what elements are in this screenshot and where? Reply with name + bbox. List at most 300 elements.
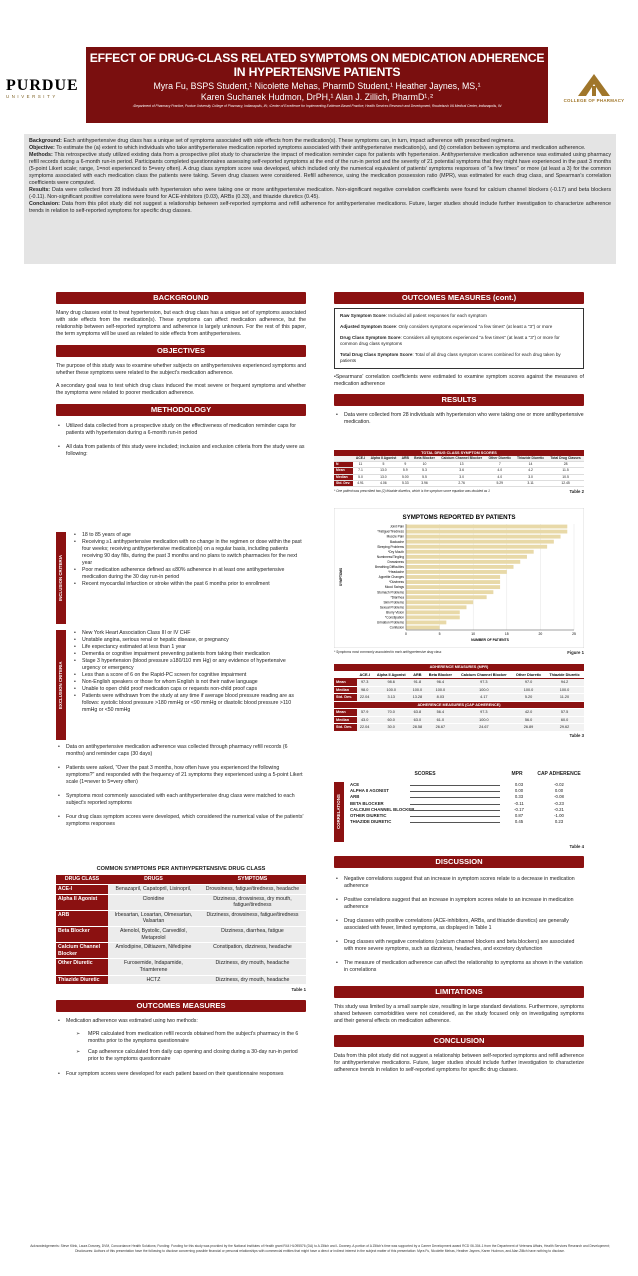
- table-cell: 70.0: [373, 709, 410, 717]
- leader-line: [410, 794, 500, 798]
- conclusion-heading: CONCLUSION: [334, 1035, 584, 1047]
- table-cell: 11.5: [547, 468, 584, 474]
- outcomes-subitem-text: MPR calculated from medication refill records obtained from the subject's pharmacy in the 6 months prior to the symptoms questionnaire: [88, 1031, 299, 1044]
- table-cell: 56.4: [425, 709, 456, 717]
- chart-bar: [406, 535, 561, 539]
- raw-score-label: Raw Symptom Score: [340, 313, 386, 318]
- table-cell: 100.0: [456, 716, 512, 724]
- table-cell: 60.0: [373, 716, 410, 724]
- chart-bar: [406, 595, 487, 599]
- table-header-cell: ARB: [399, 456, 411, 462]
- outcomes-bullet: • Medication adherence was estimated using two methods:: [56, 1018, 306, 1025]
- background-heading: BACKGROUND: [56, 292, 306, 304]
- symptoms-cell: Constipation, dizziness, headache: [199, 943, 306, 959]
- figure-1-footer: [334, 650, 584, 656]
- correlation-cap: 0.00: [554, 788, 564, 794]
- table-header-cell: Other Diuretic: [486, 456, 514, 462]
- table-cell: 94.2: [545, 679, 584, 687]
- limitations-text: This study was limited by a small sample size, resulting in large standard deviations. Furthermore, symptoms shared between comorbidities were not considered, as the study focused only on investigating symptoms and their general effects on medication adherence.: [334, 1004, 584, 1024]
- arrow-icon: ➢: [76, 1031, 81, 1037]
- chart-bar: [406, 565, 514, 569]
- total-score-label: Total Drug Class Symptom Score: [340, 352, 413, 357]
- drug-table-body: [56, 884, 306, 984]
- results-heading: RESULTS: [334, 394, 584, 406]
- chart-bar: [406, 585, 500, 589]
- methodology-bullet: • All data from patients of this study were included; inclusion and exclusion criteria from the study were as following:: [56, 444, 306, 458]
- methodology-bullet: • Data on antihypertensive medication adherence was collected through pharmacy refill records (6 months) and reminder caps (30 days): [56, 744, 306, 758]
- chart-x-tick-label: 15: [504, 632, 509, 636]
- table-cell: 63.8: [410, 709, 425, 717]
- chart-category-label: *Dry Mouth: [388, 549, 404, 554]
- drug-class-cell: Other Diuretic: [56, 959, 108, 975]
- correlations-label: CORRELATIONS: [334, 782, 344, 842]
- table-cell: Median: [334, 716, 357, 724]
- table-3-label: Table 3: [569, 732, 584, 738]
- table-1-label: Table 1: [291, 987, 306, 993]
- correlation-score-name: OTHER DIURETIC: [350, 813, 387, 819]
- correlation-mpr: -0.11: [514, 800, 524, 806]
- table-cell: 5.5: [411, 474, 437, 480]
- table-cell: 4.91: [353, 480, 367, 486]
- drug-class-table: [56, 875, 306, 985]
- chart-bar: [406, 615, 460, 619]
- leader-line: [410, 819, 500, 823]
- table-header-cell: Other Diuretic: [512, 671, 545, 679]
- correlation-cap: -0.21: [554, 806, 564, 812]
- table-cell: 5.3: [411, 468, 437, 474]
- table-caption-row: [334, 701, 584, 709]
- chart-bar: [406, 550, 534, 554]
- chart-bar: [406, 540, 554, 544]
- table-header-cell: Total Drug Classes: [547, 456, 584, 462]
- inclusion-criteria-label: INCLUSION CRITERIA: [56, 532, 66, 624]
- abstract-objective-label: Objective:: [29, 145, 55, 151]
- table-cell: 4.0: [486, 468, 514, 474]
- table-row: [334, 694, 584, 702]
- discussion-list: [334, 876, 584, 974]
- symptom-score-table: [334, 456, 584, 487]
- correlation-row: [350, 819, 584, 825]
- drug-class-score-label: Drug Class Symptom Score: [340, 335, 401, 340]
- table-cell: 3.13: [373, 694, 410, 702]
- table-header-cell: Beta Blocker: [411, 456, 437, 462]
- abstract-background: [29, 138, 611, 145]
- table-cell: 3.96: [411, 480, 437, 486]
- chart-category-label: Appetite Changes: [378, 575, 404, 580]
- figure-1-note: * Symptoms most commonly associated to each antihypertensive drug class: [334, 649, 442, 654]
- table-1: [56, 866, 306, 993]
- table-cell: 12.45: [547, 480, 584, 486]
- table-cell: 4.06: [368, 480, 400, 486]
- table-cell: 2.76: [438, 480, 486, 486]
- exclusion-item: • Patients were withdrawn from the study at any time if average blood pressure reading are as follows: systolic blood pressure >180 mmHg or <90 mmHg or diastolic blood pressure >110 mmHg or <50 mmHg: [72, 693, 304, 714]
- table-header-cell: DRUGS: [108, 875, 199, 884]
- table-cell: 8.03: [425, 694, 456, 702]
- table-4-label: Table 4: [569, 844, 584, 850]
- table-header-cell: Alpha II Agonist: [373, 671, 410, 679]
- symptom-score-body: [334, 462, 584, 487]
- discussion-item: • Drug classes with negative correlations (calcium channel blockers and beta blockers) are associated with more severe symptoms, such as dizziness, headaches, and excretory dysfunction: [334, 939, 584, 953]
- table-2-footer: [334, 489, 584, 495]
- table-cell: 5.9: [399, 468, 411, 474]
- table-cell: 30.0: [373, 724, 410, 732]
- table-cell: 5.33: [399, 480, 411, 486]
- correlation-mpr: 0.45: [514, 819, 524, 825]
- chart-bar: [406, 580, 500, 584]
- table-cell: 13.0: [368, 474, 400, 480]
- pharmacy-mark-icon: [574, 72, 614, 98]
- table-2: [334, 450, 584, 495]
- score-definitions-box: [334, 308, 584, 369]
- chart-x-tick-label: 25: [572, 632, 576, 636]
- objectives-heading: OBJECTIVES: [56, 345, 306, 357]
- poster-title: EFFECT OF DRUG-CLASS RELATED SYMPTOMS ON MEDICATION ADHERENCE IN HYPERTENSIVE PATIENTS: [89, 51, 545, 79]
- correlation-mpr: 0.33: [514, 794, 524, 800]
- drugs-cell: Furosemide, Indapamide, Triamterene: [108, 959, 199, 975]
- college-of-pharmacy-logo: [563, 72, 625, 106]
- table-cell: 22.04: [357, 724, 373, 732]
- outcomes-subitem-text: Cap adherence calculated from daily cap opening and closing during a 30-day run-in period prior to the symptoms questionnaire: [88, 1049, 298, 1062]
- table-cell: 24.67: [456, 724, 512, 732]
- adherence-body: [334, 664, 584, 731]
- adjusted-score-def: [340, 324, 578, 330]
- table-cell: 100.0: [410, 686, 425, 694]
- table-row: [56, 884, 306, 894]
- table-cell: 13.0: [368, 468, 400, 474]
- exclusion-item: • Unstable angina, serious renal or hepatic disease, or pregnancy: [72, 637, 304, 644]
- table-row: [334, 716, 584, 724]
- methodology-list: [56, 744, 306, 828]
- chart-category-label: Sexual Problems: [379, 605, 404, 610]
- table-cell: 98.0: [357, 686, 373, 694]
- outcomes-bullet: • Four symptom scores were developed for each patient based on their questionnaire responses: [56, 1071, 306, 1078]
- figure-1-label: Figure 1: [567, 649, 584, 655]
- table-cell: 96.4: [425, 679, 456, 687]
- inclusion-item: • 18 to 85 years of age: [72, 532, 304, 539]
- symptoms-cell: Dizziness, dry mouth, headache: [199, 975, 306, 985]
- table-header-cell: Thiazide Diuretic: [514, 456, 547, 462]
- outcomes-subitem: [76, 1049, 306, 1063]
- chart-category-label: Backache: [390, 539, 404, 544]
- exclusion-item: • Stage 3 hypertension (blood pressure ≥180/110 mm Hg) or any evidence of hypertensive urgency or emergency: [72, 658, 304, 672]
- table-row: [56, 975, 306, 985]
- abstract-conclusion-label: Conclusion:: [29, 201, 60, 207]
- table-cell: 100.0: [456, 686, 512, 694]
- table-cell: 28.58: [410, 724, 425, 732]
- results-list: [334, 412, 584, 426]
- correlation-mpr: -0.17: [514, 806, 524, 812]
- inclusion-item: • Recent myocardial infarction or stroke within the past 6 months prior to enrollment: [72, 581, 304, 588]
- discussion-heading: DISCUSSION: [334, 856, 584, 868]
- correlation-score-name: ARB: [350, 794, 360, 800]
- table-cell: 5.29: [486, 480, 514, 486]
- abstract-conclusion: [29, 201, 611, 215]
- chart-category-label: Confusion: [389, 625, 404, 630]
- chart-bar: [406, 525, 567, 529]
- college-logo-text: COLLEGE OF PHARMACY: [563, 98, 625, 103]
- adjusted-score-text: : Only considers symptoms experienced "a few times" (at least a "3") or more: [395, 324, 553, 329]
- arrow-icon: ➢: [76, 1049, 81, 1055]
- leader-line: [410, 788, 500, 792]
- right-column: [334, 292, 584, 426]
- drugs-cell: Benazapril, Capatopril, Lisinopril,: [108, 884, 199, 894]
- table-cell: 14: [514, 462, 547, 468]
- table-cell: Mean: [334, 468, 353, 474]
- table-cell: 10: [411, 462, 437, 468]
- chart-bar: [406, 605, 466, 609]
- table-header-cell: SYMPTOMS: [199, 875, 306, 884]
- table-header-cell: DRUG CLASS: [56, 875, 108, 884]
- table-cell: 60.0: [545, 716, 584, 724]
- abstract-objective-text: To estimate the (a) extent to which individuals who take antihypertensive medication reported symptoms associated with their antihypertensive medication(s), and (b) correlation between symptoms and medication adherence.: [54, 145, 586, 151]
- abstract-background-text: Each antihypertensive drug class has a unique set of symptoms associated with side effects from the medication(s). These symptoms can, in turn, impact adherence with prescribed regimens.: [61, 138, 515, 144]
- outcomes-list: [56, 1018, 306, 1025]
- chart-category-label: Stomach Problems: [377, 590, 404, 595]
- table-4: [334, 770, 584, 850]
- methodology-heading: METHODOLOGY: [56, 404, 306, 416]
- table-cell: 100.0: [512, 686, 545, 694]
- abstract-results-label: Results:: [29, 187, 51, 193]
- table-header-cell: Calcium Channel Blocker: [438, 456, 486, 462]
- acknowledgements-footer: Acknowledgements: Steve Klink, Laura Downey, DVM, Concordance Health Solutions; Funding: Funding for this study was provided by the National Institutes of Health grant R44 HL095576 (DA) to A Zillich and L Downey. A portion of A Zillich's time was supported by a Career Development award RCD 06-304-1 from the Department of Veterans Affairs, Health Services Research and Development; Disclosures: Authors of this presentation have the following to disclose concerning possible financial or personal relationships with commercial entities that might have a direct or indirect interest in the subject matter of this presentation: Myra Fu, Nicolette Mehas, Heather Jaynes, Karen Hudmon, and Alan Zillich have nothing to disclose.: [30, 1244, 610, 1253]
- discussion-item: • The measure of medication adherence can affect the relationship to symptoms as shown in the variation in correlations: [334, 960, 584, 974]
- abstract-box: [24, 134, 616, 264]
- methodology-bullet: • Utilized data collected from a prospective study on the effectiveness of medication reminder caps for patients with hypertension during a 6-month run-in period: [56, 423, 306, 437]
- table-header-cell: ACE-I: [353, 456, 367, 462]
- table-2-label: Table 2: [569, 489, 584, 495]
- chart-category-label: Sleeping Problems: [377, 544, 404, 549]
- drug-class-cell: Alpha II Agonist: [56, 894, 108, 910]
- correlation-cap: -0.08: [554, 794, 564, 800]
- table-cell: 22.04: [357, 694, 373, 702]
- discussion-item: • Negative correlations suggest that an increase in symptom scores relate to a decrease in medication adherence: [334, 876, 584, 890]
- symptoms-bar-chart: [334, 508, 584, 648]
- table-cell: 3.0: [438, 474, 486, 480]
- total-score-def: [340, 352, 578, 364]
- correlation-mpr: 0.00: [514, 788, 524, 794]
- discussion-item: • Positive correlations suggest that an increase in symptom scores relate to an increase in medication adherence: [334, 897, 584, 911]
- correlation-cap: -1.00: [554, 813, 564, 819]
- adherence-table: [334, 664, 584, 732]
- abstract-background-label: Background:: [29, 138, 62, 144]
- table-cell: 97.3: [357, 679, 373, 687]
- table-header-cell: Calcium Channel Blocker: [456, 671, 512, 679]
- leader-line: [410, 782, 500, 786]
- abstract-methods: [29, 152, 611, 187]
- correlation-score-name: ALPHA II AGONIST: [350, 788, 389, 794]
- table-cell: 3.6: [438, 468, 486, 474]
- drug-class-score-text: : Considers all symptoms experienced "a few times" (at least a "3") or more for common drug class symptoms: [340, 335, 560, 346]
- drugs-cell: Irbesartan, Losartan, Olmesartan, Valsartan: [108, 910, 199, 926]
- table-header-cell: ARB: [410, 671, 425, 679]
- table-caption: ADHERENCE MEASURES (MPR): [334, 664, 584, 671]
- table-cell: 11: [353, 462, 367, 468]
- purdue-logo: [6, 78, 82, 100]
- table-cell: Median: [334, 686, 357, 694]
- table-row: [56, 943, 306, 959]
- total-score-text: : Total of all drug class symptom scores combined for each drug taken by patients: [340, 352, 561, 363]
- table-cell: Std. Dev.: [334, 694, 357, 702]
- chart-bar: [406, 600, 473, 604]
- chart-category-label: Blurry Vision: [386, 610, 404, 615]
- table-cell: 10.5: [547, 474, 584, 480]
- symptoms-cell: Drowsiness, fatigue/tiredness, headache: [199, 884, 306, 894]
- abstract-objective: [29, 145, 611, 152]
- exclusion-criteria-list: [72, 630, 304, 714]
- symptoms-cell: Dizziness, drowsiness, dry mouth, fatigue/tiredness: [199, 894, 306, 910]
- chart-category-label: *Dizziness: [389, 580, 404, 585]
- correlation-header: [350, 770, 584, 778]
- chart-x-tick-label: 10: [471, 632, 476, 636]
- abstract-methods-label: Methods:: [29, 152, 53, 158]
- chart-bar: [406, 560, 520, 564]
- drugs-cell: Amlodipine, Diltiazem, Nifedipine: [108, 943, 199, 959]
- table-2-caption: TOTAL DRUG CLASS SYMPTOM SCORES: [334, 450, 584, 456]
- drug-class-score-def: [340, 335, 578, 347]
- table-cell: 3.0: [514, 474, 547, 480]
- outcomes-heading: OUTCOMES MEASURES: [56, 1000, 306, 1012]
- drugs-cell: Clonidine: [108, 894, 199, 910]
- chart-category-label: *Fatigue/Tiredness: [377, 529, 404, 534]
- table-row: [56, 910, 306, 926]
- chart-bar: [406, 575, 500, 579]
- table-cell: 97.0: [512, 679, 545, 687]
- table-cell: 7.1: [353, 468, 367, 474]
- methodology-list-bottom: [56, 744, 306, 828]
- symptoms-cell: Dizziness, diarrhea, fatigue: [199, 926, 306, 942]
- drug-class-cell: Calcium Channel Blocker: [56, 943, 108, 959]
- correlation-header-cell: MPR: [511, 771, 523, 777]
- correlation-table-wrap: [350, 770, 584, 825]
- table-cell: 13.28: [410, 694, 425, 702]
- table-cell: 5: [368, 462, 400, 468]
- outcomes-subitems: [56, 1031, 306, 1063]
- chart-x-tick-label: 20: [538, 632, 543, 636]
- table-cell: 57.9: [357, 709, 373, 717]
- table-cell: 28: [547, 462, 584, 468]
- chart-bar: [406, 621, 446, 625]
- table-row: [334, 679, 584, 687]
- title-banner: [86, 47, 548, 123]
- figure-1: [334, 508, 584, 660]
- chart-category-label: *Diarrhea: [390, 595, 404, 600]
- table-cell: 97.3: [456, 709, 512, 717]
- exclusion-item: • Non-English speakers or those for whom English is not their native language: [72, 679, 304, 686]
- chart-category-label: *Constipation: [385, 615, 404, 620]
- table-row: [56, 926, 306, 942]
- table-cell: Median: [334, 474, 353, 480]
- raw-score-text: : Included all patient responses for each symptom: [385, 313, 487, 318]
- chart-title: SYMPTOMS REPORTED BY PATIENTS: [402, 514, 516, 521]
- drug-class-cell: ARB: [56, 910, 108, 926]
- table-header-row: [334, 671, 584, 679]
- table-2-note: * One patient was prescribed two (2) thiazide diuretics, which is the symptom score equation was doubled as 1: [334, 489, 490, 494]
- chart-bar: [406, 545, 547, 549]
- table-row: [56, 959, 306, 975]
- chart-x-tick-label: 5: [438, 632, 441, 636]
- correlation-score-name: CALCIUM CHANNEL BLOCKER: [350, 806, 415, 812]
- authors-line-2: Karen Suchanek Hudmon, DrPH,¹ Alan J. Zillich, PharmD¹˒²: [200, 92, 434, 102]
- drugs-cell: Atenolol, Bystolic, Carvedilol, Metaprolol: [108, 926, 199, 942]
- exclusion-item: • New York Heart Association Class III or IV CHF: [72, 630, 304, 637]
- drug-class-cell: Beta Blocker: [56, 926, 108, 942]
- methodology-list-top: [56, 423, 306, 458]
- table-cell: 5.0: [353, 474, 367, 480]
- table-cell: 9: [399, 462, 411, 468]
- chart-y-axis-label: SYMPTOMS: [339, 567, 343, 587]
- correlation-cap: 0.23: [554, 819, 564, 825]
- abstract-conclusion-text: Data from this pilot study did not suggest a relationship between self-reported symptoms and refill adherence for antihypertensive medications. Future, larger studies should include further investigation to characterize adherence trends in relation to self-reported symptoms for specific drug classes.: [29, 201, 611, 214]
- table-cell: Mean: [334, 709, 357, 717]
- limitations-heading: LIMITATIONS: [334, 986, 584, 998]
- chart-category-label: Urination Problems: [376, 620, 404, 625]
- table-header-row: [56, 875, 306, 884]
- background-text: Many drug classes exist to treat hypertension, but each drug class has a unique set of symptoms associated with side effects from the medication(s). These symptoms can affect medication adherence, but the relationship between self-reported symptoms and adherence is largely unknown. For the rest of this paper, the term symptoms will be used as related to side effects from antihypertensives.: [56, 310, 306, 337]
- poster-header: [0, 0, 638, 132]
- objectives-text-1: The purpose of this study was to examine whether subjects on antihypertensives experienced symptoms and whether these symptoms were related to the subject's medication adherence.: [56, 363, 306, 376]
- drugs-cell: HCTZ: [108, 975, 199, 985]
- leader-line: [410, 807, 500, 811]
- correlation-rows: [350, 782, 584, 825]
- conclusion-text: Data from this pilot study did not suggest a relationship between self-reported symptoms and refill adherence for antihypertensive medications. Future, larger studies should include further investigation to characterize adherence trends in relation to self-reported symptoms for specific drug classes.: [334, 1053, 584, 1073]
- table-cell: 29.62: [545, 724, 584, 732]
- chart-bar: [406, 610, 460, 614]
- table-cell: Mean: [334, 679, 357, 687]
- correlation-mpr: 0.03: [514, 782, 524, 787]
- correlation-score-name: ACE: [350, 782, 360, 787]
- table-header-cell: Alpha II Agonist: [368, 456, 400, 462]
- chart-category-label: Joint Pain: [390, 524, 404, 529]
- objectives-text-2: A secondary goal was to test which drug class induced the most severe or frequent symptoms and whether the symptoms were related to poorer medication adherence.: [56, 383, 306, 396]
- table-cell: 100.0: [425, 686, 456, 694]
- table-cell: 98.6: [373, 679, 410, 687]
- chart-category-label: Breathing Difficulties: [375, 565, 404, 570]
- correlation-header-cell: CAP ADHERENCE: [537, 771, 581, 777]
- abstract-results-text: Data were collected from 28 individuals with hypertension who were taking one or more antihypertensive medication. Non-significant negative correlation coefficients were found for calcium channel blockers (-0.17) and beta blockers (-0.11). Non-significant positive correlations were found for ACE-inhibitors (0.03), ARBs (0.33), and thiazide diuretics (0.45).: [29, 187, 611, 200]
- chart-category-label: Muscle Pain: [386, 534, 404, 539]
- adjusted-score-label: Adjusted Symptom Score: [340, 324, 396, 329]
- chart-x-axis-label: NUMBER OF PATIENTS: [471, 638, 509, 642]
- correlation-header-cell: SCORES: [414, 771, 436, 777]
- discussion-item: • Drug classes with positive correlations (ACE-inhibitors, ARBs, and thiazide diuretics) are generally associated with fewer, limited symptoms, as displayed in Table 1: [334, 918, 584, 932]
- methodology-bullet: • Four drug class symptom scores were developed, which considered the numerical value of the patients' symptoms responses: [56, 814, 306, 828]
- table-row: [334, 709, 584, 717]
- abstract-methods-text: This retrospective study utilized existing data from a prospective pilot study to characterize the impact of medication reminder caps for patients with hypertension. Antihypertensive medication adherence was estimated using pharmacy refill records during a 6-month run-in period. Participants completed questionnaires assessing self-reported symptoms at the end of the run-in period and the severity of 21 potential symptoms that they might have experienced in the past 3 months (5-point Likert scale; range, 1=not experienced to 5=very often). A drug class symptom score was developed, which included only the numerical equivalent of patients' symptoms responses of "a few times" or more (at least a 3) for the common symptoms associated with each medication class the patients were taking. Seven drug classes were considered. Refill adherence, using the medication possession ratio (MPR), was estimated for each drug class, and Spearman's correlation coefficients were computed.: [29, 152, 611, 186]
- table-cell: 13: [438, 462, 486, 468]
- chart-bar: [406, 570, 507, 574]
- table-cell: 11.20: [545, 694, 584, 702]
- symptoms-cell: Dizziness, drowsiness, fatigue/tiredness: [199, 910, 306, 926]
- correlation-cap: -0.23: [554, 800, 564, 806]
- outcomes-section: [56, 1000, 306, 1078]
- table-cell: 91.8: [410, 679, 425, 687]
- exclusion-item: • Dementia or cognitive impairment preventing patients from taking their medication: [72, 651, 304, 658]
- correlation-cap: -0.02: [554, 782, 564, 787]
- purdue-university-label: UNIVERSITY: [6, 94, 58, 99]
- chart-bar: [406, 590, 493, 594]
- inclusion-list: [72, 532, 304, 588]
- table-cell: 4.2: [514, 468, 547, 474]
- table-row: [334, 686, 584, 694]
- spearman-text: •Spearmans' correlation coefficients were estimated to examine symptom scores against the measures of medication adherence: [334, 374, 584, 387]
- chart-category-label: *Headache: [388, 570, 404, 575]
- table-header-cell: [334, 671, 357, 679]
- exclusion-list: [72, 630, 304, 714]
- chart-category-label: Numbness/Tingling: [376, 554, 404, 559]
- chart-bar: [406, 555, 527, 559]
- outcomes-list-2: [56, 1071, 306, 1078]
- table-1-caption: COMMON SYMPTOMS PER ANTIHYPERTENSIVE DRUG CLASS: [96, 866, 266, 872]
